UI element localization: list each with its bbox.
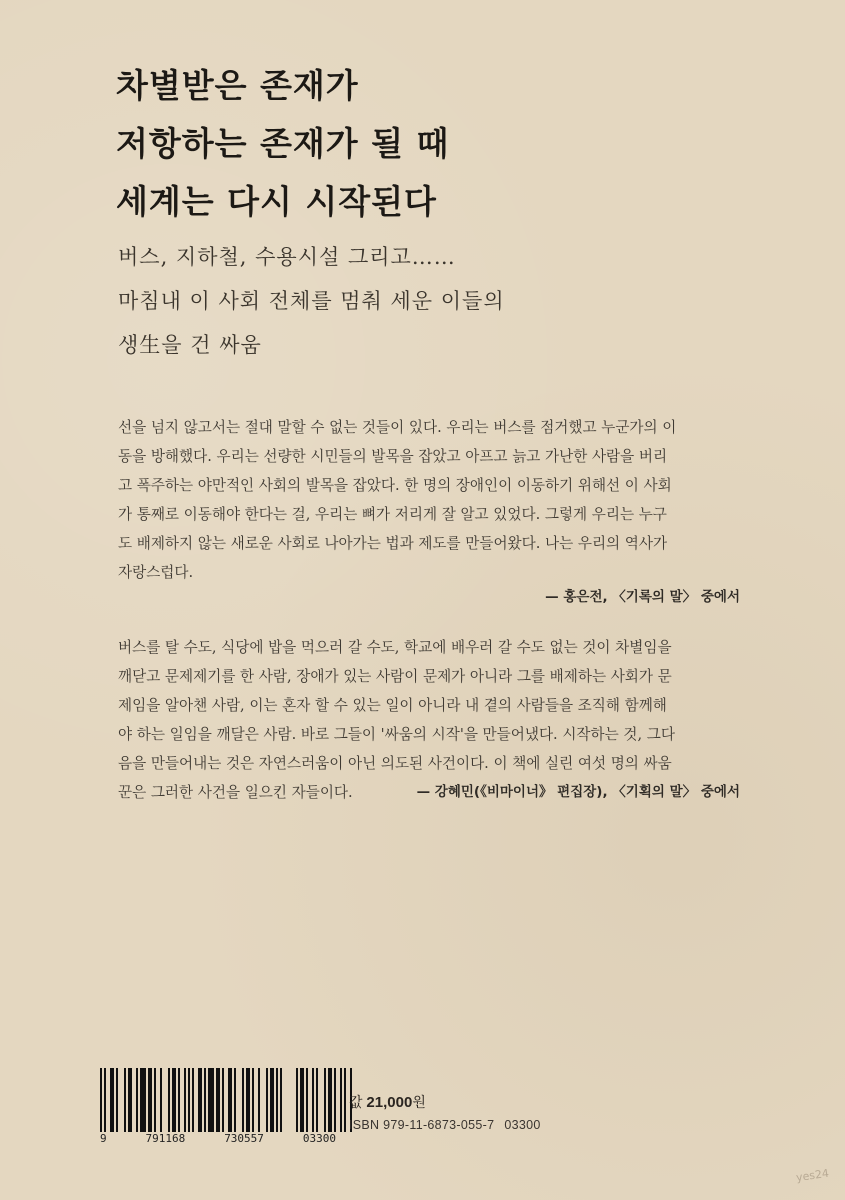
price-label: 값 — [349, 1094, 363, 1110]
isbn-addon: 03300 — [504, 1118, 541, 1132]
isbn-number: ISBN 979-11-6873-055-7 — [349, 1118, 495, 1132]
barcode-digit-group-left: 791168 — [145, 1132, 186, 1145]
isbn-barcode — [100, 1068, 336, 1150]
quote-line: 음을 만들어내는 것은 자연스러움이 아닌 의도된 사건이다. 이 책에 실린 여섯 명의 싸움 — [118, 755, 672, 772]
barcode-gap — [284, 1068, 296, 1132]
quote-line: 버스를 탈 수도, 식당에 밥을 먹으러 갈 수도, 학교에 배우러 갈 수도 없는 것이 차별임을 — [118, 639, 672, 656]
quote-line: 깨닫고 문제제기를 한 사람, 장애가 있는 사람이 문제가 아니라 그를 배제하는 사회가 문 — [118, 668, 672, 685]
quote-line: 도 배제하지 않는 새로운 사회로 나아가는 법과 제도를 만들어왔다. 나는 우리의 역사가 — [118, 535, 668, 552]
subheadline — [118, 241, 798, 373]
barcode-digits — [100, 1132, 336, 1145]
quote-line: 고 폭주하는 야만적인 사회의 발목을 잡았다. 한 명의 장애인이 이동하기 위해선 이 사회 — [118, 477, 672, 494]
quote-line: 동을 방해했다. 우리는 선량한 시민들의 발목을 잡았고 아프고 늙고 가난한 사람을 버리 — [118, 448, 668, 465]
quote-line: 야 하는 일임을 깨달은 사람. 바로 그들이 '싸움의 시작'을 만들어냈다. 시작하는 것, 그다 — [118, 726, 675, 743]
subheadline-line: 버스, 지하철, 수용시설 그리고…… — [118, 245, 456, 269]
headline — [116, 66, 796, 240]
quote-attribution: — 홍은전, 〈기록의 말〉 중에서 — [545, 589, 740, 605]
barcode-digit-prefix: 9 — [100, 1132, 107, 1145]
subheadline-line: 생生을 건 싸움 — [118, 333, 262, 357]
quote-line: 제임을 알아챈 사람, 이는 혼자 할 수 있는 일이 아니라 내 곁의 사람들을 조직해 함께해 — [118, 697, 667, 714]
price-amount: 21,000 — [366, 1094, 413, 1111]
price-unit: 원 — [412, 1094, 426, 1110]
subheadline-line: 마침내 이 사회 전체를 멈춰 세운 이들의 — [118, 289, 505, 313]
barcode-bars — [100, 1068, 352, 1132]
quote-kang-hyemin — [118, 633, 740, 807]
quote-line: 꾼은 그러한 사건을 일으킨 자들이다. — [118, 784, 353, 801]
quote-line: 선을 넘지 않고서는 절대 말할 수 없는 것들이 있다. 우리는 버스를 점거했고 누군가의 이 — [118, 419, 677, 436]
quote-attribution: — 강혜민(《비마이너》 편집장), 〈기획의 말〉 중에서 — [416, 784, 740, 800]
quote-line: 가 통째로 이동해야 한다는 걸, 우리는 뼈가 저리게 잘 알고 있었다. 그렇게 우리는 누구 — [118, 506, 667, 523]
barcode-addon-digits: 03300 — [302, 1132, 336, 1145]
quote-hong-eunjeon — [118, 413, 740, 612]
headline-line: 저항하는 존재가 될 때 — [116, 124, 450, 163]
headline-line: 세계는 다시 시작된다 — [116, 182, 437, 221]
watermark-logo: yes24 — [795, 1166, 830, 1185]
quote-line: 자랑스럽다. — [118, 564, 194, 581]
price — [349, 1092, 426, 1112]
barcode-digit-group-right: 730557 — [224, 1132, 264, 1145]
headline-line: 차별받은 존재가 — [116, 66, 359, 105]
isbn — [349, 1118, 541, 1132]
